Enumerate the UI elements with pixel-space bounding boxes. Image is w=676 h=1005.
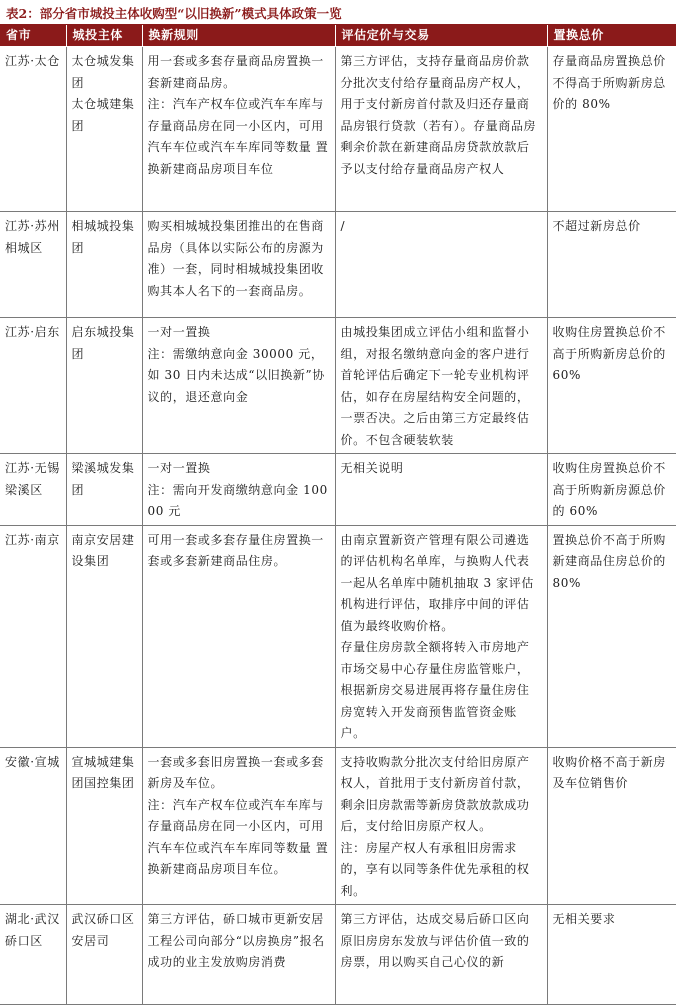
entity-name: 太仓城建集团: [71, 97, 135, 133]
entity-name: 太仓城发集团: [71, 54, 135, 90]
rule-cell: [142, 525, 335, 747]
entity-name: 启东城投集团: [71, 325, 135, 361]
province-cell: 江苏·太仓: [0, 47, 66, 212]
province-cell: 湖北·武汉硚口区: [0, 905, 66, 1005]
table-row: [0, 525, 676, 747]
table-row: [0, 318, 676, 454]
entity-name: 武汉硚口区安居司: [71, 912, 135, 948]
total-cell: 收购住房置换总价不高于所购新房源总价的 60%: [547, 454, 676, 526]
valuation-text: 支持收购款分批次支付给旧房原产权人，首批用于支付新房首付款，剩余旧房款需等新房贷款放款成功后，支付给旧房原产权人。: [340, 754, 530, 833]
total-cell: 收购价格不高于新房及车位销售价: [547, 747, 676, 905]
policy-table: [0, 25, 676, 1005]
province-cell: 江苏·无锡梁溪区: [0, 454, 66, 526]
rule-cell: [142, 212, 335, 318]
rule-note: 注：汽车产权车位或汽车车库与存量商品房在同一小区内，可用 汽车车位或汽车车库同等数量 置换新建商品房项目车位: [147, 97, 329, 176]
table-caption: 表2：部分省市城投主体收购型“以旧换新”模式具体政策一览: [6, 6, 342, 21]
header-rule: 换新规则: [142, 25, 335, 47]
valuation-cell: [335, 454, 547, 526]
valuation-text: 由南京置新资产管理有限公司遴选的评估机构名单库，与换购人代表一起从名单库中随机抽取 3 家评估机构进行评估，取排序中间的评估值为最终收购价格。: [340, 532, 534, 633]
rule-text: 一对一置换: [147, 325, 211, 339]
header-entity: 城投主体: [66, 25, 142, 47]
rule-cell: [142, 905, 335, 1005]
valuation-text: 存量住房房款全额将转入市房地产市场交易中心存量住房监管账户，根据新房交易进展再将存量住房住房宽转入开发商预售监管资金账户。: [340, 640, 530, 740]
total-cell: 存量商品房置换总价不得高于所购新房总价的 80%: [547, 47, 676, 212]
header-total: 置换总价: [547, 25, 676, 47]
entity-name: 梁溪城发集团: [71, 461, 135, 497]
valuation-cell: [335, 212, 547, 318]
table-row: [0, 454, 676, 526]
entity-name: 相城城投集团: [71, 219, 135, 255]
rule-note: 注：需向开发商缴纳意向金 10000 元: [147, 482, 328, 518]
valuation-text: /: [340, 219, 346, 233]
valuation-text: 无相关说明: [340, 461, 404, 475]
rule-text: 一套或多套旧房置换一套或多套新房及车位。: [147, 754, 324, 790]
valuation-text: 由城投集团成立评估小组和监督小组，对报名缴纳意向金的客户进行首轮评估后确定下一轮专业机构评估，如存在房屋结构安全问题的，一票否决。之后由第三方定最终估价。不包含硬装软装: [340, 325, 530, 447]
total-cell: 无相关要求: [547, 905, 676, 1005]
valuation-text: 注：房屋产权人有承租旧房需求的，享有以同等条件优先承租的权利。: [340, 840, 530, 898]
rule-cell: [142, 318, 335, 454]
table-header-row: [0, 25, 676, 47]
province-cell: 江苏·启东: [0, 318, 66, 454]
valuation-text: 第三方评估，支持存量商品房价款分批次支付给存量商品房产权人，用于支付新房首付款及归还存量商品房银行贷款（若有）。存量商品房剩余价款在新建商品房贷款放款后予以支付给存量商品房产权人: [340, 54, 537, 176]
province-cell: 安徽·宣城: [0, 747, 66, 905]
entity-cell: [66, 318, 142, 454]
table-row: [0, 47, 676, 212]
rule-text: 第三方评估，硚口城市更新安居工程公司向部分“以房换房”报名成功的业主发放购房消费: [147, 912, 325, 969]
entity-cell: [66, 454, 142, 526]
valuation-cell: [335, 747, 547, 905]
entity-cell: [66, 525, 142, 747]
province-cell: 江苏·南京: [0, 525, 66, 747]
valuation-text: 第三方评估，达成交易后硚口区向原旧房房东发放与评估价值一致的房票，用以购买自己心仪的新: [340, 912, 530, 969]
table-row: [0, 747, 676, 905]
valuation-cell: [335, 525, 547, 747]
table-row: [0, 905, 676, 1005]
valuation-cell: [335, 47, 547, 212]
table-row: [0, 212, 676, 318]
rule-text: 一对一置换: [147, 461, 211, 475]
entity-name: 南京安居建设集团: [71, 532, 135, 568]
header-valuation: 评估定价与交易: [335, 25, 547, 47]
entity-cell: [66, 747, 142, 905]
province-cell: 江苏·苏州相城区: [0, 212, 66, 318]
rule-text: 用一套或多套存量商品房置换一套新建商品房。: [147, 54, 324, 90]
valuation-cell: [335, 318, 547, 454]
valuation-cell: [335, 905, 547, 1005]
total-cell: 收购住房置换总价不高于所购新房总价的 60%: [547, 318, 676, 454]
total-cell: 不超过新房总价: [547, 212, 676, 318]
entity-cell: [66, 905, 142, 1005]
rule-note: 注：汽车产权车位或汽车车库与存量商品房在同一小区内，可用 汽车车位或汽车车库同等数量 置换新建商品房项目车位。: [147, 797, 329, 876]
entity-cell: [66, 47, 142, 212]
rule-text: 购买相城城投集团推出的在售商品房（具体以实际公布的房源为准）一套，同时相城城投集团收购其本人名下的一套商品房。: [147, 219, 324, 298]
rule-text: 可用一套或多套存量住房置换一套或多套新建商品住房。: [147, 532, 324, 568]
header-province: 省市: [0, 25, 66, 47]
total-cell: 置换总价不高于所购新建商品住房总价的 80%: [547, 525, 676, 747]
rule-cell: [142, 747, 335, 905]
entity-name: 宣城城建集团国控集团: [71, 754, 135, 790]
rule-cell: [142, 47, 335, 212]
rule-note: 注：需缴纳意向金 30000 元，如 30 日内未达成“以旧换新”协议的，退还意向金: [147, 346, 325, 404]
entity-cell: [66, 212, 142, 318]
rule-cell: [142, 454, 335, 526]
